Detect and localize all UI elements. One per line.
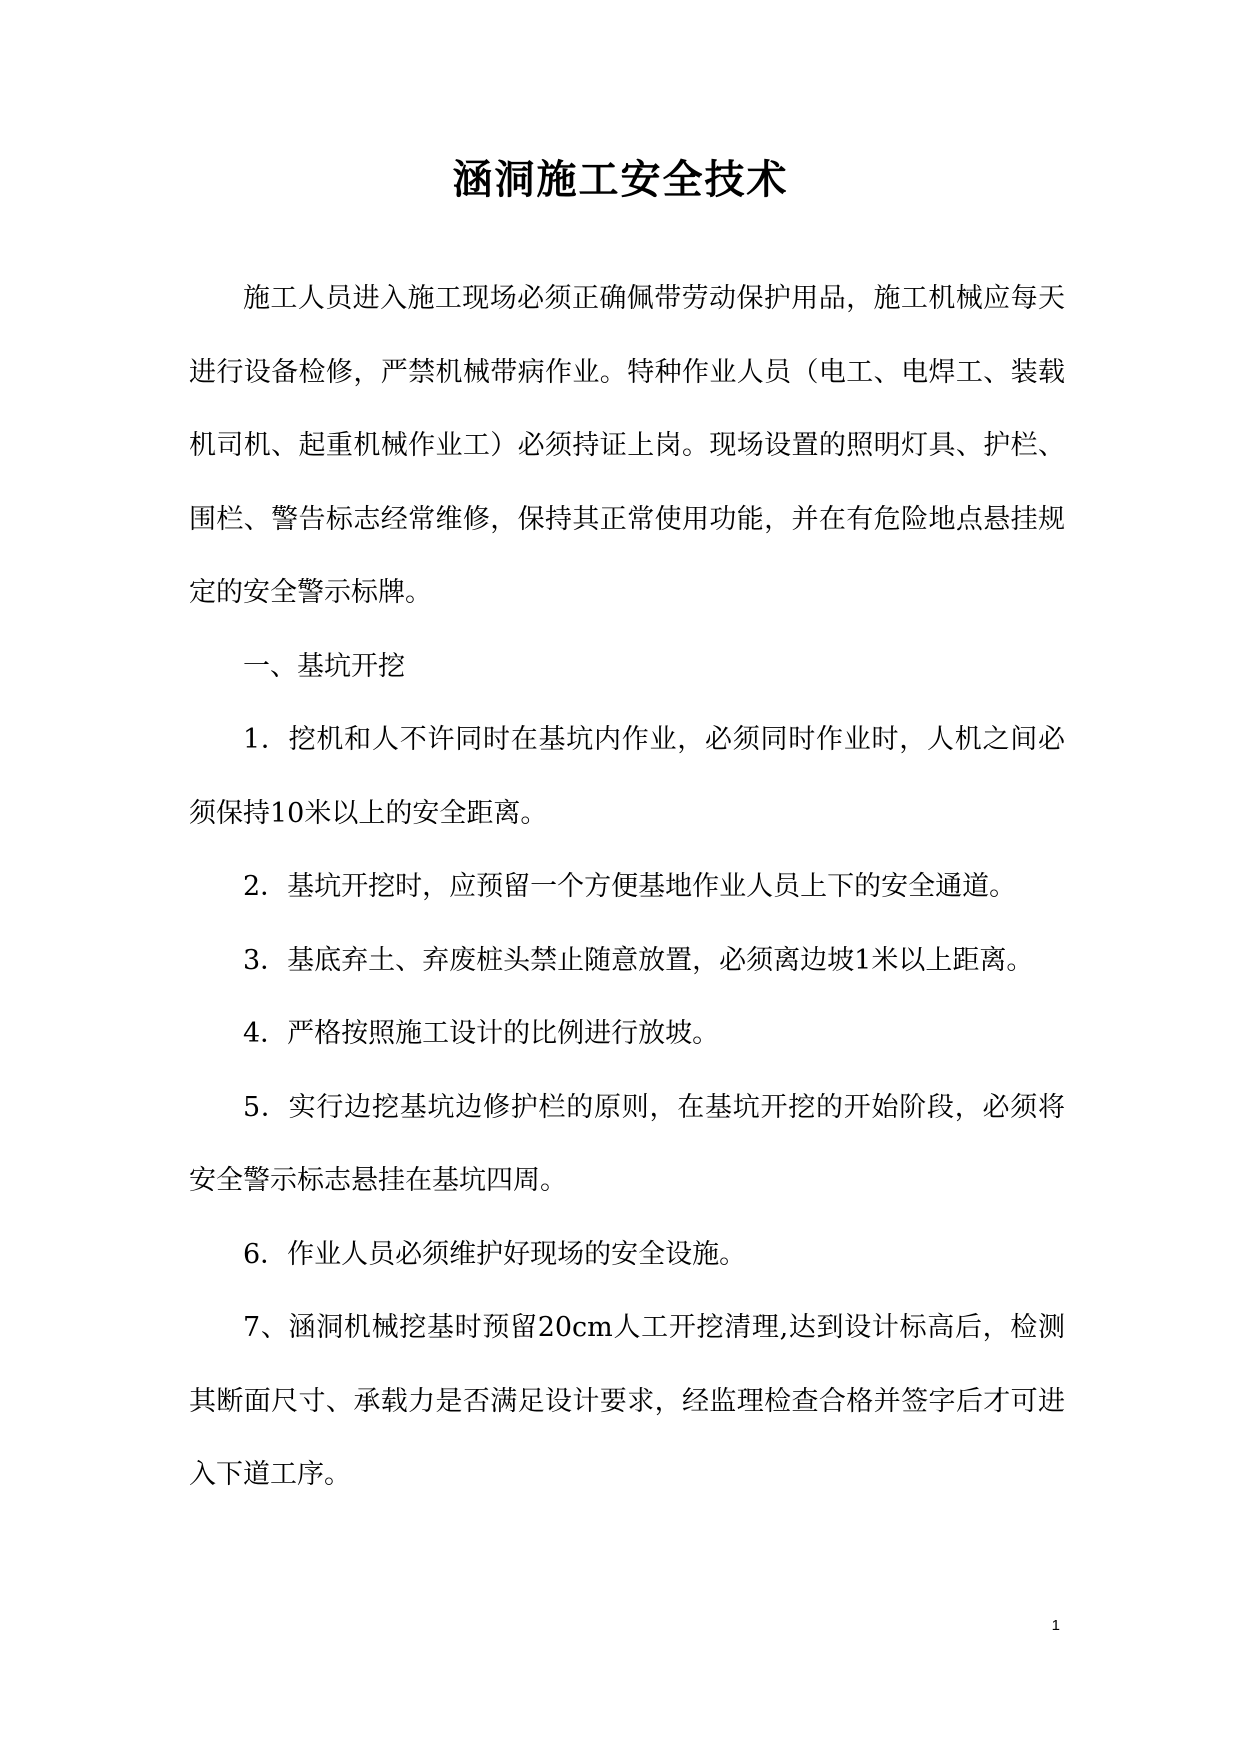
paragraph-item-7: 7、涵洞机械挖基时预留20cm人工开挖清理,达到设计标高后，检测其断面尺寸、承载力是否满足设计要求，经监理检查合格并签字后才可进入下道工序。 bbox=[189, 1312, 1065, 1490]
paragraph-item-5: 5．实行边挖基坑边修护栏的原则，在基坑开挖的开始阶段，必须将安全警示标志悬挂在基坑四周。 bbox=[189, 1091, 1065, 1196]
paragraph-item-4: 4．严格按照施工设计的比例进行放坡。 bbox=[243, 1018, 720, 1049]
paragraph-item-1: 1．挖机和人不许同时在基坑内作业，必须同时作业时，人机之间必须保持10米以上的安全距离。 bbox=[189, 724, 1065, 829]
paragraph-item-3: 3．基底弃土、弃废桩头禁止随意放置，必须离边坡1米以上距离。 bbox=[243, 944, 1034, 976]
page-number: 1 bbox=[1051, 1617, 1060, 1634]
document-body bbox=[189, 262, 1065, 1512]
paragraph-item-2: 2．基坑开挖时，应预留一个方便基地作业人员上下的安全通道。 bbox=[243, 871, 1017, 902]
paragraph-item-6: 6．作业人员必须维护好现场的安全设施。 bbox=[243, 1238, 747, 1270]
paragraph-intro: 施工人员进入施工现场必须正确佩带劳动保护用品，施工机械应每天进行设备检修，严禁机械带病作业。特种作业人员（电工、电焊工、装载机司机、起重机械作业工）必须持证上岗。现场设置的照明灯具、护栏、围栏、警告标志经常维修，保持其正常使用功能，并在有危险地点悬挂规定的安全警示标牌。 bbox=[189, 283, 1065, 608]
section-heading-foundation-pit: 一、基坑开挖 bbox=[243, 650, 405, 682]
document-title: 涵洞施工安全技术 bbox=[452, 156, 789, 203]
